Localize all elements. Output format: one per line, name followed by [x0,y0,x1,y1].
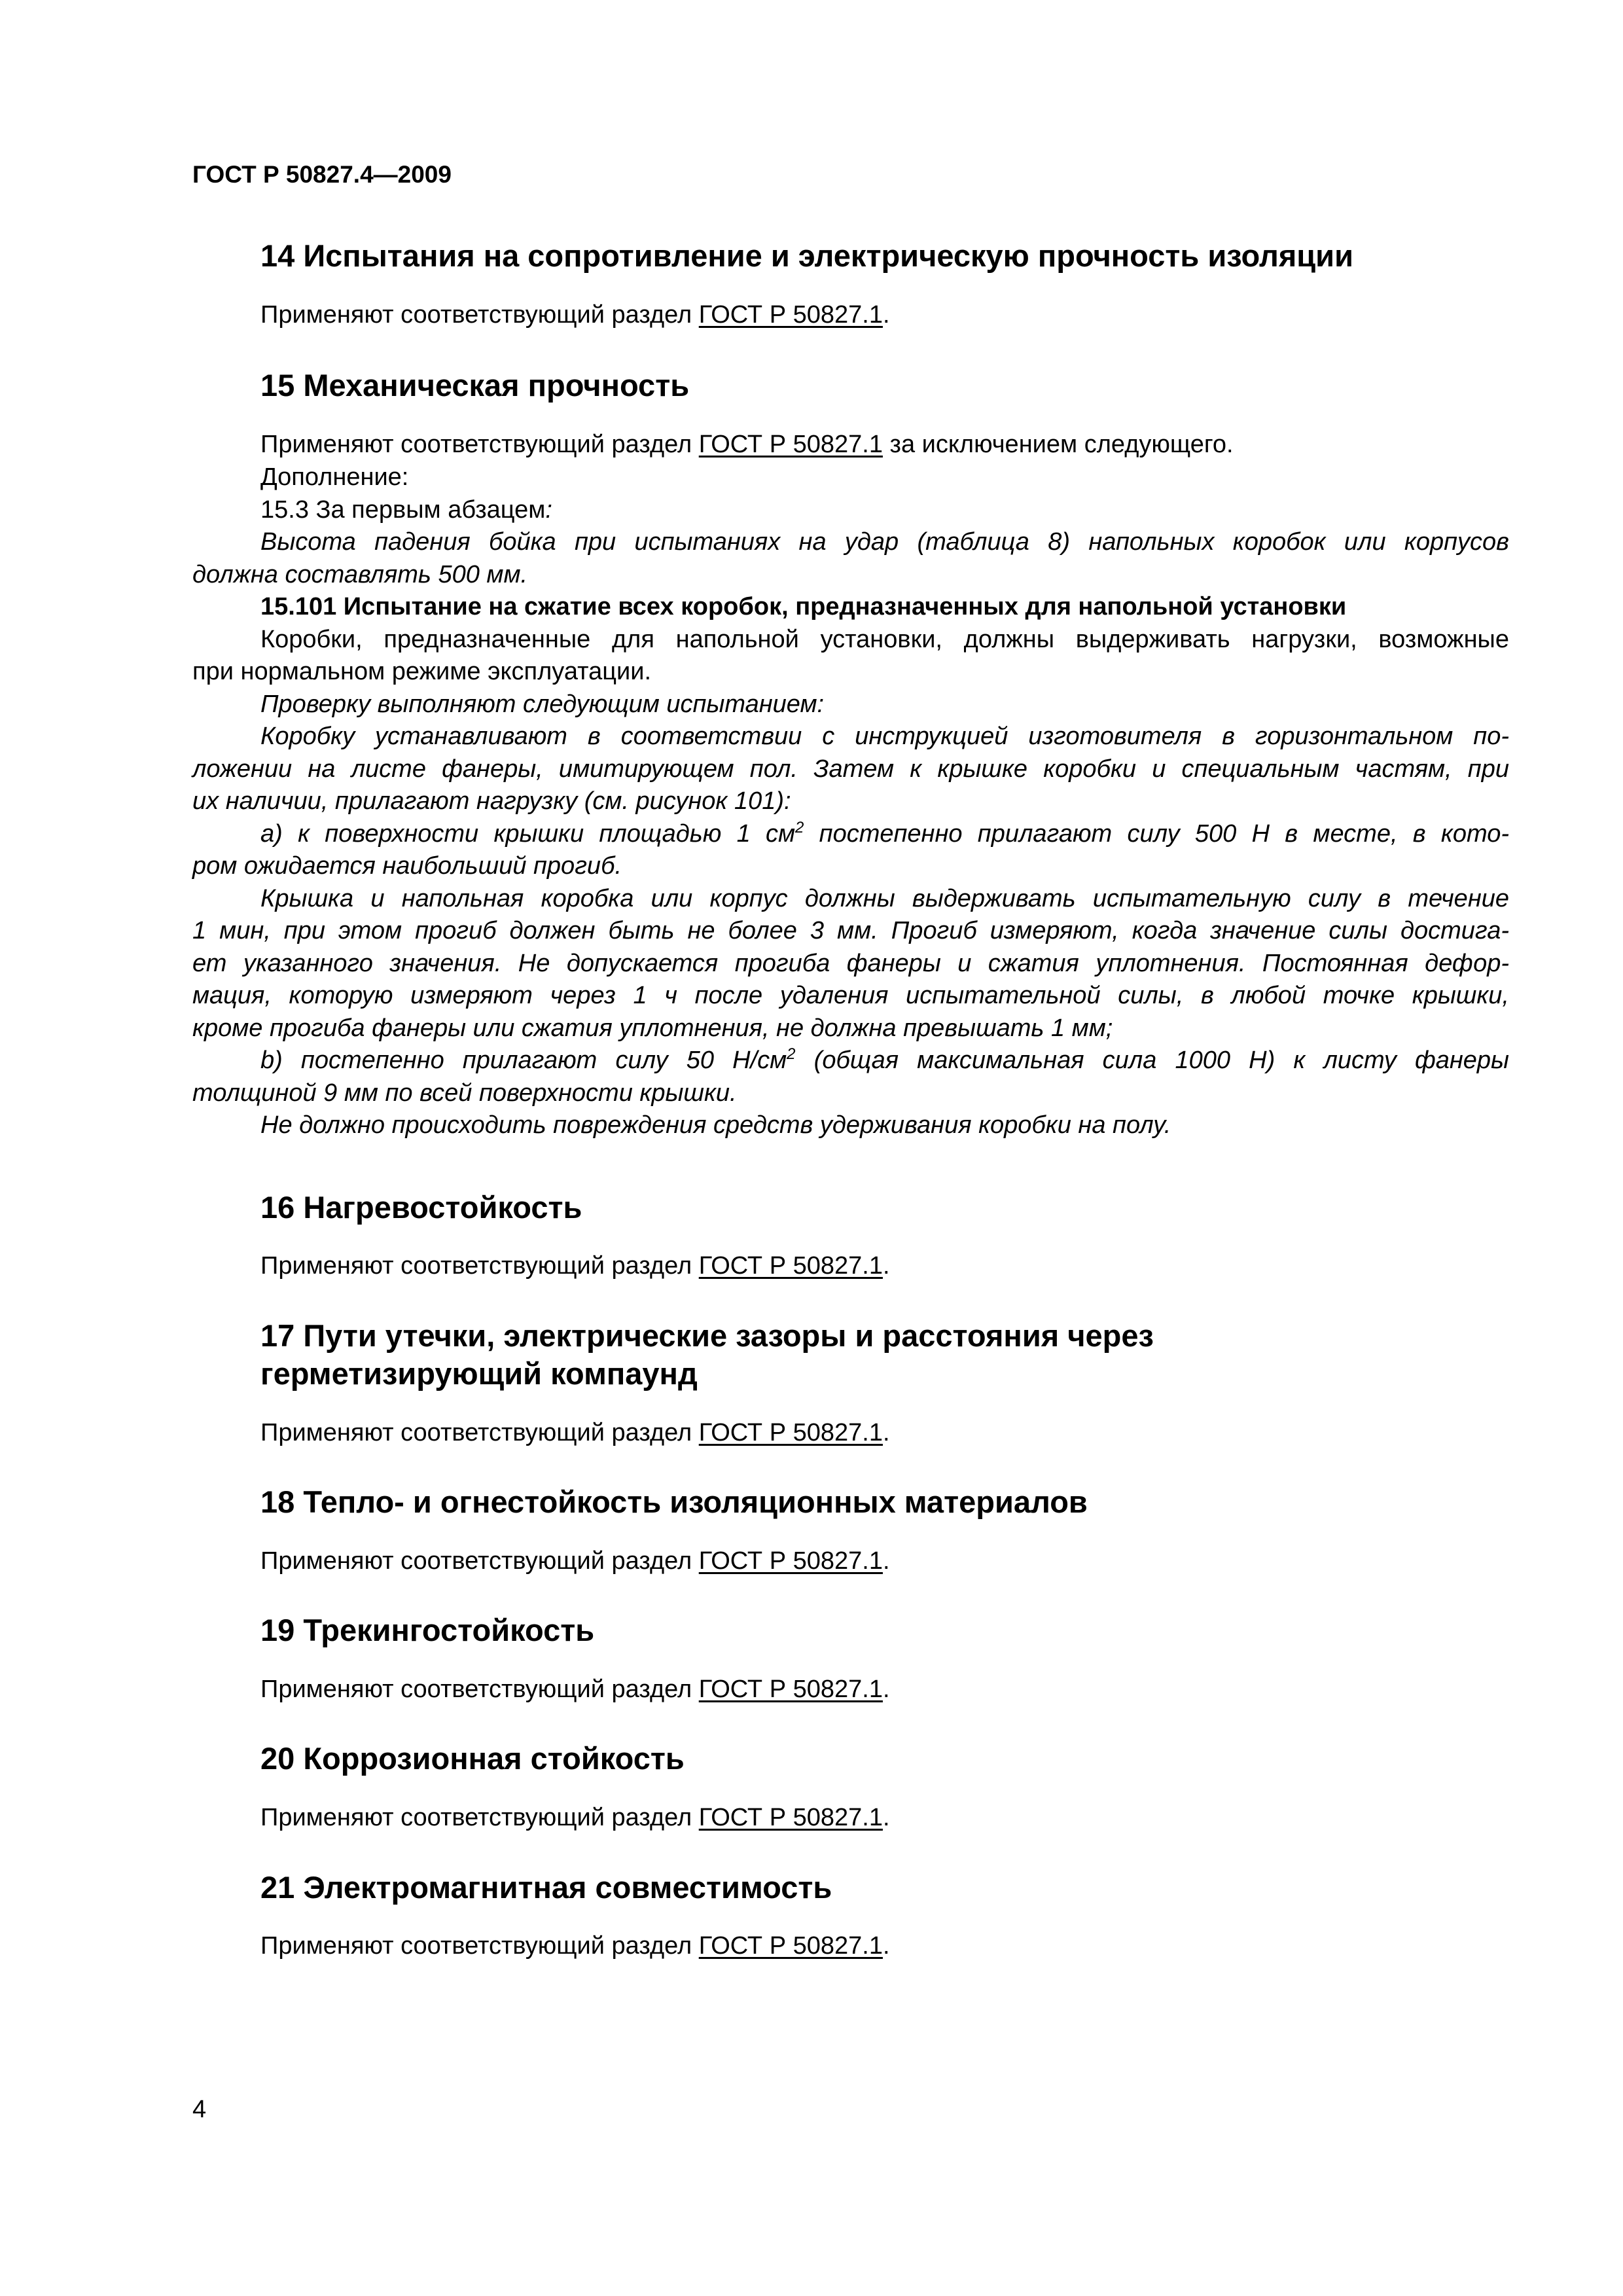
install-line-2: ложении на листе фанеры, имитирующем пол. Затем к крышке коробки и специальным частям, при [192,755,1509,783]
section-17-text: Применяют соответствующий раздел ГОСТ Р 50827.1. [260,1419,890,1446]
section-21-text: Применяют соответствующий раздел ГОСТ Р 50827.1. [260,1932,890,1960]
section-18-text: Применяют соответствующий раздел ГОСТ Р 50827.1. [260,1547,890,1575]
section-18-title: 18 Тепло- и огнестойкость изоляционных материалов [260,1484,1088,1519]
section-16-title: 16 Нагревостойкость [260,1190,582,1225]
section-20-title: 20 Коррозионная стойкость [260,1741,685,1776]
lid-line-3: ет указанного значения. Не допускается прогиба фанеры и сжатия уплотнения. Постоянная дефор- [192,949,1509,977]
lid-line-2: 1 мин, при этом прогиб должен быть не более 3 мм. Прогиб измеряют, когда значение силы достига- [192,917,1509,944]
drop-height-line-2: должна составлять 500 мм. [192,560,528,588]
addition-label: Дополнение: [260,463,409,491]
gost-reference-link[interactable]: ГОСТ Р 50827.1 [698,1932,883,1960]
lid-line-4: мация, которую измеряют через 1 ч после удаления испытательной силы, в любой точке крышки, [192,982,1509,1009]
no-damage-line: Не должно происходить повреждения средств удерживания коробки на полу. [260,1111,1171,1139]
gost-reference-link[interactable]: ГОСТ Р 50827.1 [698,431,883,458]
section-14-text: Применяют соответствующий раздел ГОСТ Р 50827.1. [260,301,890,329]
boxes-line-1: Коробки, предназначенные для напольной установки, должны выдерживать нагрузки, возможные [260,625,1509,653]
apply-prefix: Применяют соответствующий раздел [260,301,692,329]
section-17-title: 17 Пути утечки, электрические зазоры и расстояния через герметизирующий компаунд [260,1318,1154,1391]
section-19-text: Применяют соответствующий раздел ГОСТ Р 50827.1. [260,1676,890,1703]
document-header: ГОСТ Р 50827.4—2009 [192,161,452,188]
item-b-line-2: толщиной 9 мм по всей поверхности крышки. [192,1079,737,1107]
install-line-1: Коробку устанавливают в соответствии с инструкцией изготовителя в горизонтальном по- [260,723,1509,750]
clause-15-3: 15.3 За первым абзацем: [260,496,552,524]
section-16-text: Применяют соответствующий раздел ГОСТ Р 50827.1. [260,1252,890,1280]
install-line-3: их наличии, прилагают нагрузку (см. рисунок 101): [192,787,791,815]
gost-reference-link[interactable]: ГОСТ Р 50827.1 [698,1252,883,1280]
item-b-line-1: b) постепенно прилагают силу 50 $Н/см^2$ (общая максимальная сила 1000 Н) к листу фанеры [260,1045,1509,1074]
drop-height-line-1: Высота падения бойка при испытаниях на удар (таблица 8) напольных коробок или корпусов [260,528,1509,556]
section-20-text: Применяют соответствующий раздел ГОСТ Р 50827.1. [260,1804,890,1831]
page-number: 4 [192,2096,207,2123]
lid-line-1: Крышка и напольная коробка или корпус должны выдерживать испытательную силу в течение [260,884,1509,912]
gost-reference-link[interactable]: ГОСТ Р 50827.1 [698,1419,883,1446]
section-15-text: Применяют соответствующий раздел ГОСТ Р 50827.1 за исключением следующего. [260,431,1234,458]
lid-line-5: кроме прогиба фанеры или сжатия уплотнения, не должна превышать 1 мм; [192,1014,1113,1042]
section-15-body [192,526,1509,1142]
gost-reference-link[interactable]: ГОСТ Р 50827.1 [698,1676,883,1703]
gost-reference-link[interactable]: ГОСТ Р 50827.1 [698,301,883,329]
gost-reference-link[interactable]: ГОСТ Р 50827.1 [698,1804,883,1831]
gost-reference-link[interactable]: ГОСТ Р 50827.1 [698,1547,883,1575]
section-14-title: 14 Испытания на сопротивление и электрическую прочность изоляции [260,238,1353,273]
section-15-title: 15 Механическая прочность [260,368,690,403]
item-a-line-2: ром ожидается наибольший прогиб. [192,852,622,880]
clause-15-101-title: 15.101 Испытание на сжатие всех коробок, предназначенных для напольной установки [260,593,1347,620]
section-19-title: 19 Трекингостойкость [260,1613,595,1647]
item-a-line-1: а) к поверхности крышки площадью 1 $см^2$ постепенно прилагают силу 500 Н в месте, в кото- [260,818,1509,848]
boxes-line-2: при нормальном режиме эксплуатации. [192,658,652,685]
section-21-title: 21 Электромагнитная совместимость [260,1870,832,1905]
check-line: Проверку выполняют следующим испытанием: [260,690,825,718]
